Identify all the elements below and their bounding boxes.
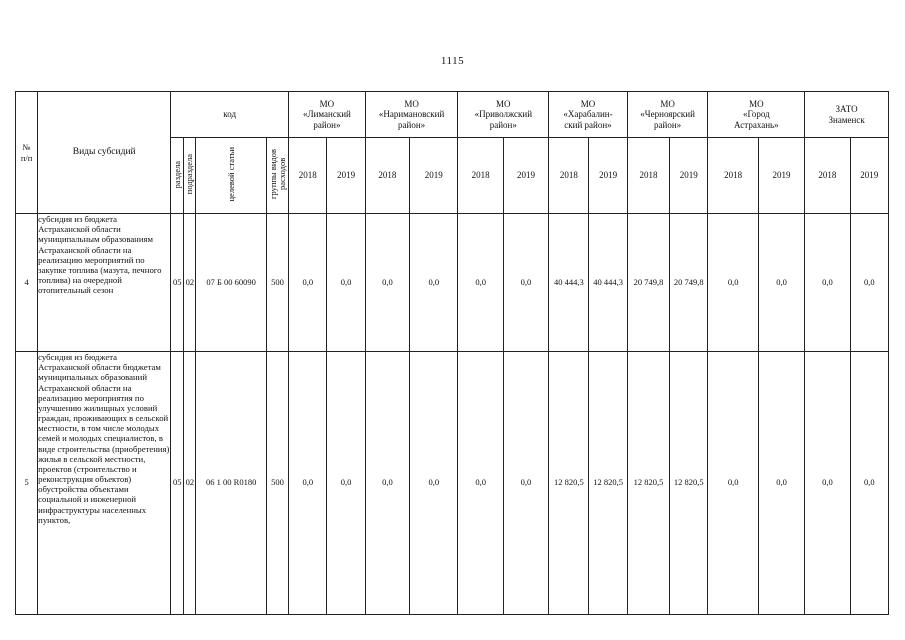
value-cell: 0,0: [503, 214, 548, 352]
header-mo-7-text: ЗАТО Знаменск: [828, 104, 865, 125]
value-cell: 0,0: [327, 352, 365, 615]
header-podrazdel-text: подраздела: [184, 154, 195, 195]
value-cell: 0,0: [758, 352, 804, 615]
value-cell: 0,0: [410, 214, 458, 352]
header-mo-4: [549, 92, 628, 138]
header-mo-6: [708, 92, 805, 138]
year-label: 2019: [424, 170, 443, 181]
header-mo-1-text: МО «Лиманский район»: [302, 98, 351, 130]
header-group: [266, 138, 288, 214]
header-year: [327, 138, 365, 214]
year-label: 2019: [516, 170, 535, 181]
value-cell: 0,0: [850, 352, 888, 615]
header-year: [458, 138, 503, 214]
table-row: [16, 352, 889, 615]
year-label: 2018: [298, 170, 317, 181]
subsidy-table: [15, 91, 889, 615]
header-year: [410, 138, 458, 214]
row-razdel: 05: [171, 214, 184, 352]
header-mo-3: [458, 92, 549, 138]
header-mo-1: [289, 92, 366, 138]
value-cell: 40 444,3: [589, 214, 627, 352]
header-code: [171, 92, 289, 138]
year-label: 2019: [599, 170, 618, 181]
value-cell: 12 820,5: [627, 352, 669, 615]
row-description: субсидия из бюджета Астраханской области бюджетам муниципальных образований Астраханской области на реализацию мероприятия по улучшению жилищных условий граждан, проживающих в сельской местности, в том числе молодых семей и молодых специалистов, в виде строительства (приобретения) жилья в сельской местности, проектов (строительство и реконструкция объектов) обустройства объектами социальной и инженерной инфраструктуры населенных пунктов,: [38, 352, 171, 615]
value-cell: 0,0: [365, 214, 409, 352]
value-cell: 0,0: [410, 352, 458, 615]
value-cell: 12 820,5: [670, 352, 708, 615]
row-number: 5: [16, 352, 38, 615]
header-kind: [38, 92, 171, 214]
year-label: 2018: [818, 170, 837, 181]
header-mo-3-text: МО «Приволжский район»: [474, 98, 533, 130]
header-mo-5: [627, 92, 708, 138]
header-razdel-text: раздела: [171, 160, 182, 188]
value-cell: 0,0: [503, 352, 548, 615]
year-label: 2018: [378, 170, 397, 181]
header-year: [589, 138, 627, 214]
value-cell: 0,0: [708, 214, 758, 352]
header-row-top: [16, 92, 889, 138]
header-year: [627, 138, 669, 214]
header-podrazdel: [184, 138, 196, 214]
row-description: субсидия из бюджета Астраханской области муниципальным образованиям Астраханской области на реализацию мероприятий по закупке топлива (мазута, печного топлива) на очередной отопительный сезон: [38, 214, 171, 352]
header-mo-5-text: МО «Черноярский район»: [640, 98, 695, 130]
row-razdel: 05: [171, 352, 184, 615]
header-year: [365, 138, 409, 214]
header-article: [196, 138, 267, 214]
year-label: 2018: [724, 170, 743, 181]
header-mo-7: [805, 92, 889, 138]
row-group: 500: [266, 214, 288, 352]
year-label: 2019: [679, 170, 698, 181]
row-group: 500: [266, 352, 288, 615]
header-mo-4-text: МО «Харабалин- ский район»: [563, 98, 613, 130]
year-label: 2018: [559, 170, 578, 181]
value-cell: 0,0: [850, 214, 888, 352]
header-article-text: целевой статьи: [225, 147, 236, 202]
year-label: 2019: [772, 170, 791, 181]
row-article: 07 Б 00 60090: [196, 214, 267, 352]
header-kind-text: Виды субсидий: [72, 147, 136, 158]
table-row: [16, 214, 889, 352]
header-year: [708, 138, 758, 214]
page-number: 1115: [440, 55, 465, 67]
header-group-text: группы видов расходов: [267, 149, 287, 200]
value-cell: 0,0: [327, 214, 365, 352]
year-label: 2019: [860, 170, 879, 181]
header-year: [850, 138, 888, 214]
header-mo-2-text: МО «Наримановский район»: [378, 98, 445, 130]
value-cell: 0,0: [758, 214, 804, 352]
year-label: 2018: [471, 170, 490, 181]
value-cell: 20 749,8: [670, 214, 708, 352]
row-article: 06 1 00 R0180: [196, 352, 267, 615]
value-cell: 40 444,3: [549, 214, 589, 352]
year-label: 2019: [337, 170, 356, 181]
value-cell: 0,0: [458, 214, 503, 352]
value-cell: 0,0: [458, 352, 503, 615]
header-mo-2: [365, 92, 458, 138]
value-cell: 0,0: [708, 352, 758, 615]
year-label: 2018: [639, 170, 658, 181]
header-year: [670, 138, 708, 214]
header-year: [758, 138, 804, 214]
value-cell: 12 820,5: [549, 352, 589, 615]
header-year: [549, 138, 589, 214]
header-mo-6-text: МО «Город Астрахань»: [734, 98, 779, 130]
value-cell: 0,0: [805, 214, 850, 352]
value-cell: 0,0: [289, 352, 327, 615]
row-podrazdel: 02: [184, 214, 196, 352]
header-year: [805, 138, 850, 214]
header-razdel: [171, 138, 184, 214]
value-cell: 12 820,5: [589, 352, 627, 615]
value-cell: 20 749,8: [627, 214, 669, 352]
header-num-text: № п/п: [20, 141, 33, 163]
value-cell: 0,0: [289, 214, 327, 352]
row-number: 4: [16, 214, 38, 352]
value-cell: 0,0: [365, 352, 409, 615]
value-cell: 0,0: [805, 352, 850, 615]
row-podrazdel: 02: [184, 352, 196, 615]
header-year: [503, 138, 548, 214]
header-num: [16, 92, 38, 214]
header-code-text: код: [223, 109, 237, 120]
header-year: [289, 138, 327, 214]
